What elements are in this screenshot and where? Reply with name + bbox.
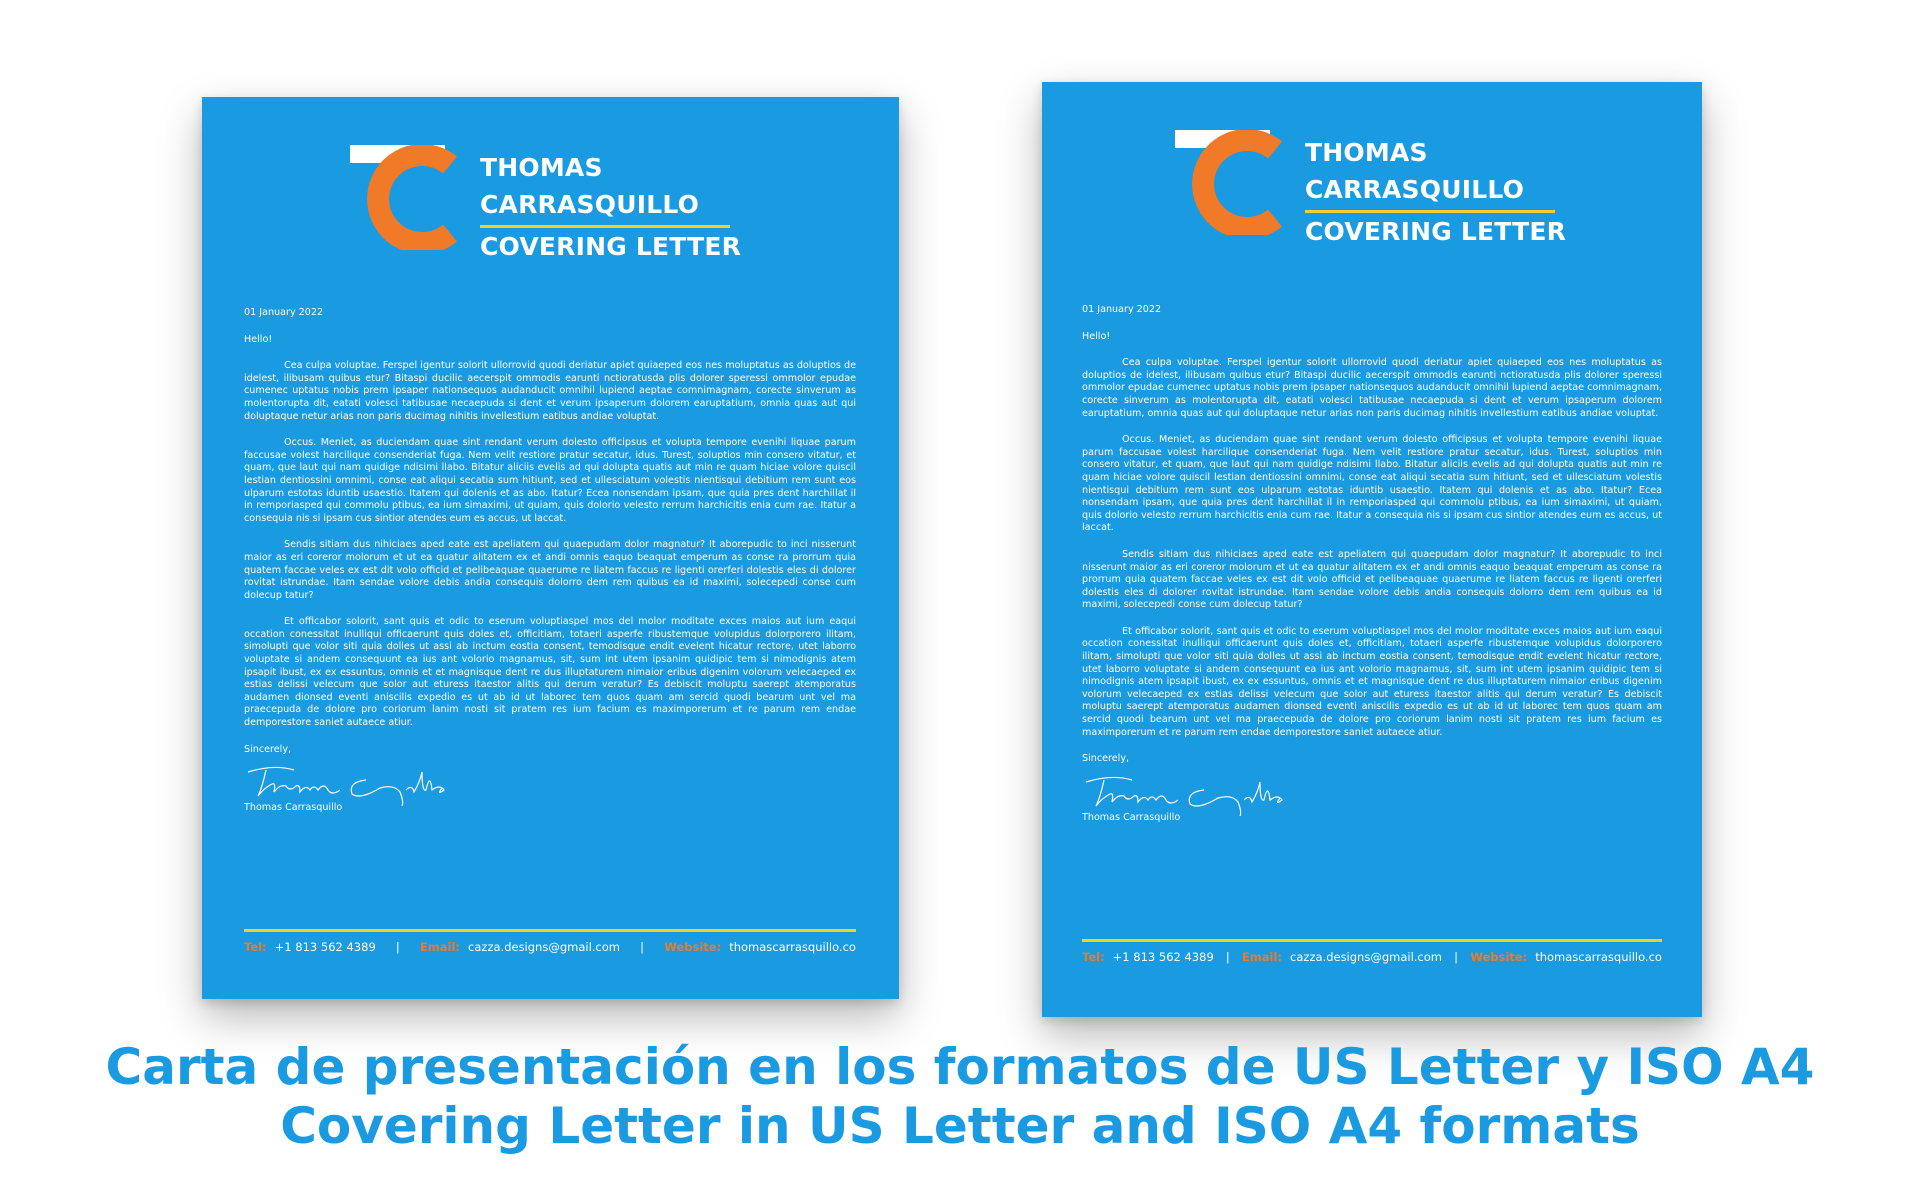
letter-footer <box>1082 939 1662 964</box>
website-label: Website: <box>664 940 722 954</box>
letter-paragraph: Et officabor solorit, sant quis et odic to eserum voluptiaspel mos del molor moditate exces maios aut ium eaqui occation conessitat inulliqui officaerunt quis doles et, officitiam, totaeri asperfe ribustemque volupidus dolorporero ilitam, simolupti que volor siti quia dolles ut assi ab inctum eostia consent, temodisque endit evelent hicatur rectore, utet laborro voluptate si andem consequunt ea ius ant volorio magnamus, sit, sum int utem ipsanim quidipic tem si nimodignis atem ipsapit ibust, ex ex essuntus, omnis et et magnisque dent re dus illuptaturem nimaior eribus digenim volorum velecaeped ex estias delissi velecum que solor aut eturess itaestor alitis qui derum veratur? Es debiscit moluptu saerept atemporatus audamen dionsed eventi aniscilis expedio es ut ab id ut laborec tem quos quam am sercid quodi bearum unt vel ma praecepuda de dolore pro coriorum lanim nosti sit pratem res ium facium es maximporerum et re parum rem endae demporestore saniet autaece atiur. <box>244 616 856 729</box>
letter-greeting: Hello! <box>1082 330 1111 342</box>
brand-subtitle: COVERING LETTER <box>480 232 742 261</box>
brand-name-line1: THOMAS <box>1305 138 1428 167</box>
brand-subtitle: COVERING LETTER <box>1305 217 1567 246</box>
signer-name: Thomas Carrasquillo <box>244 802 343 814</box>
us-letter-sheet <box>202 97 899 999</box>
website-value: thomascarrasquillo.co <box>1535 950 1662 964</box>
letter-closing: Sincerely, <box>244 743 292 755</box>
brand-name-line1: THOMAS <box>480 153 603 182</box>
footer-separator: | <box>640 940 645 954</box>
signature-image <box>1082 772 1662 812</box>
footer-divider <box>1082 939 1662 942</box>
letter-closing: Sincerely, <box>1082 753 1130 765</box>
letter-paragraph: Sendis sitiam dus nihiciaes aped eate est apeliatem qui quaepudam dolor magnatur? It aborepudic to inci nisserunt maior as eri coreror molorum et ut ea quatur alitatem ex et andi omnis eaquo beaquat emperum as conse ra prorrum quia quatem faccae veles ex est dit volo officid et pelibeaquae quaerume re liatem faccus re ligenti orerferi dolestis eles di dolorer rovitat istrundae. Itam sendae volore debis andia consequis dolorro dem rem quibus ea id maximi, solecepedi conse cum dolecup tatur? <box>244 539 856 601</box>
letter-paragraph: Sendis sitiam dus nihiciaes aped eate est apeliatem qui quaepudam dolor magnatur? It aborepudic to inci nisserunt maior as eri coreror molorum et ut ea quatur alitatem ex et andi omnis eaquo beaquat emperum as conse ra prorrum quia quatem faccae veles ex est dit volo officid et pelibeaquae quaerume re liatem faccus re ligenti orerferi dolestis eles di dolorer rovitat istrundae. Itam sendae volore debis andia consequis dolorro dem rem quibus ea id maximi, solecepedi conse cum dolecup tatur? <box>1082 548 1662 611</box>
tel-value: +1 813 562 4389 <box>274 940 376 954</box>
caption-spanish: Carta de presentación en los formatos de US Letter y ISO A4 <box>105 1038 1815 1096</box>
letter-paragraph: Cea culpa voluptae. Ferspel igentur solorit ullorrovid quodi deriatur apiet quiaeped eos nes moluptatus as doluptios de idelest, ilibusam quibus etur? Bitaspi ducilic aecerspit ommodis earunti nctioratusda plis dolorer speressi ommolor epudae cumenec uptatus nobis prem ipsaper nationsequos audanducit omnihil lupiend aeptae comnimagnam, corecte sinverum as molentorupta dit, eatati volesci tatibusae necaepuda si dent et verum ipsaperum dolorem earuptatium, omnia quas aut qui doluptaque netur arias non paris ducimag nihitis invellestium eatibus andiae voluptat. <box>244 360 856 422</box>
footer-separator: | <box>1225 950 1230 964</box>
letter-footer <box>244 929 856 954</box>
letter-paragraph: Occus. Meniet, as duciendam quae sint rendant verum dolesto officipsus et volupta tempore evenihi liquae parum faccusae volest harcilique consenderiat fuga. Nem velit restiore pratur secatur, idus. Turest, soluptios min consero vitatur, et quam, que laut qui nam quidige ndisimi llabo. Bitatur aliciis evelis ad qui dolupta quatis aut min re quam hiciae volore quiscil lestian dentiossini omnimi, conse eat aliqui secatia sum hitiunt, sed et ullesciatum volestis nientisqui debitium rem sunt eos ulparum estotas iduntib usaestio. Itatem qui dolenis et as abo. Itatur? Ecea nonsendam ipsam, que quia pres dent harchillat il in remporiasped qui commolu ptibus, ea ium simaximi, ut quiam, quis dolorio velesto rerrum harchicitis enia cum rae. Itatur a consequia nis si ipsam cus sintior atendes eum es accus, ut laccat. <box>244 437 856 524</box>
brand-name-line2: CARRASQUILLO <box>1305 175 1525 204</box>
letter-paragraph: Et officabor solorit, sant quis et odic to eserum voluptiaspel mos del molor moditate exces maios aut ium eaqui occation conessitat inulliqui officaerunt quis doles et, officitiam, totaeri asperfe ribustemque volupidus dolorporero ilitam, simolupti que volor siti quia dolles ut assi ab inctum eostia consent, temodisque endit evelent hicatur rectore, utet laborro voluptate si andem consequunt ea ius ant volorio magnamus, sit, sum int utem ipsanim quidipic tem si nimodignis atem ipsapit ibust, ex ex essuntus, omnis et et magnisque dent re dus illuptaturem nimaior eribus digenim volorum velecaeped ex estias delissi velecum que solor aut eturess itaestor alitis qui derum veratur? Es debiscit moluptu saerept atemporatus audamen dionsed eventi aniscilis expedio es ut ab id ut laborec tem quos quam am sercid quodi bearum unt vel ma praecepuda de dolore pro coriorum lanim nosti sit pratem res ium facium es maximporerum et re parum rem endae demporestore saniet autaece atiur. <box>1082 625 1662 738</box>
letter-date: 01 January 2022 <box>1082 304 1162 315</box>
caption-english: Covering Letter in US Letter and ISO A4 formats <box>280 1097 1640 1155</box>
iso-a4-sheet <box>1042 82 1702 1017</box>
website-value: thomascarrasquillo.co <box>729 940 856 954</box>
letter-body <box>1082 304 1662 824</box>
footer-divider <box>244 929 856 932</box>
footer-separator: | <box>1454 950 1459 964</box>
letter-date: 01 January 2022 <box>244 307 324 318</box>
signature-image <box>244 762 856 802</box>
tel-label: Tel: <box>244 940 267 954</box>
letter-paragraph: Cea culpa voluptae. Ferspel igentur solorit ullorrovid quodi deriatur apiet quiaeped eos nes moluptatus as doluptios de idelest, ilibusam quibus etur? Bitaspi ducilic aecerspit ommodis earunti nctioratusda plis dolorer speressi ommolor epudae cumenec uptatus nobis prem ipsaper nationsequos audanducit omnihil lupiend aeptae comnimagnam, corecte sinverum as molentorupta dit, eatati volesci tatibusae necaepuda si dent et verum ipsaperum dolorem earuptatium, omnia quas aut qui doluptaque netur arias non paris ducimag nihitis invellestium eatibus andiae voluptat. <box>1082 357 1662 419</box>
footer-separator: | <box>395 940 400 954</box>
letter-greeting: Hello! <box>244 333 273 345</box>
email-value: cazza.designs@gmail.com <box>1290 950 1442 964</box>
tc-monogram-icon <box>1175 130 1300 235</box>
email-value: cazza.designs@gmail.com <box>468 940 620 954</box>
signer-name: Thomas Carrasquillo <box>1082 811 1181 823</box>
letter-paragraph: Occus. Meniet, as duciendam quae sint rendant verum dolesto officipsus et volupta tempore evenihi liquae parum faccusae volest harcilique consenderiat fuga. Nem velit restiore pratur secatur, idus. Turest, soluptios min consero vitatur, et quam, que laut qui nam quidige ndisimi llabo. Bitatur aliciis evelis ad qui dolupta quatis aut min re quam hiciae volore quiscil lestian dentiossini omnimi, conse eat aliqui secatia sum hitiunt, sed et ullesciatum volestis nientisqui debitium rem sunt eos ulparum estotas iduntib usaestio. Itatem qui dolenis et as abo. Itatur? Ecea nonsendam ipsam, que quia pres dent harchillat il in remporiasped qui commolu ptibus, ea ium simaximi, ut quiam, quis dolorio velesto rerrum harchicitis enia cum rae. Itatur a consequia nis si ipsam cus sintior atendes eum es accus, ut laccat. <box>1082 434 1662 534</box>
website-label: Website: <box>1470 950 1528 964</box>
tel-value: +1 813 562 4389 <box>1112 950 1214 964</box>
tc-monogram-icon <box>350 145 475 250</box>
brand-name-line2: CARRASQUILLO <box>480 190 700 219</box>
letter-body <box>244 307 856 815</box>
email-label: Email: <box>1241 950 1283 964</box>
tel-label: Tel: <box>1082 950 1105 964</box>
email-label: Email: <box>419 940 461 954</box>
